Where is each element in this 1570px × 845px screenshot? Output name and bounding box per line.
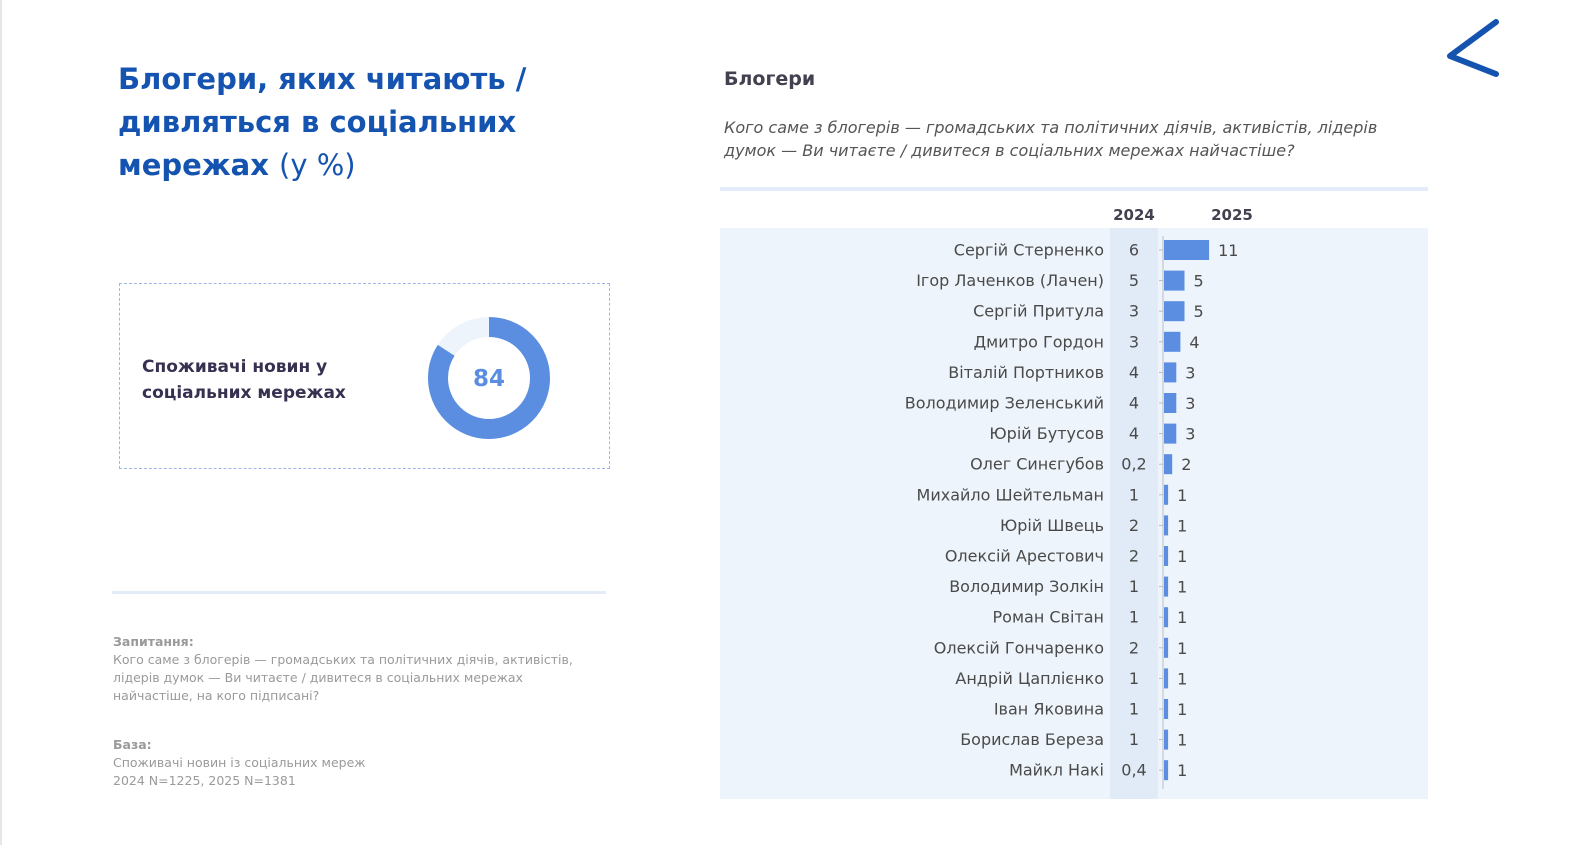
bar-2025 <box>1164 332 1180 352</box>
value-2025-label: 1 <box>1177 730 1188 750</box>
category-label: Борислав Береза <box>960 730 1104 750</box>
bar-2025 <box>1164 271 1185 291</box>
value-2024-label: 4 <box>1128 393 1140 413</box>
value-2024-label: 0,2 <box>1121 454 1147 474</box>
value-2024-label: 6 <box>1128 240 1140 260</box>
category-label: Олег Синєгубов <box>970 454 1104 474</box>
value-2024-label: 1 <box>1128 730 1140 750</box>
bar-2025 <box>1164 730 1168 750</box>
chart-divider <box>720 187 1428 191</box>
bar-2025 <box>1164 424 1176 444</box>
kpi-donut-chart <box>427 316 551 440</box>
bar-2025 <box>1164 515 1168 535</box>
value-2024-label: 1 <box>1128 577 1140 597</box>
value-2024-label: 2 <box>1128 546 1140 566</box>
value-2025-label: 2 <box>1181 455 1192 475</box>
page-title <box>118 58 598 187</box>
brand-logo <box>1440 18 1504 82</box>
footnote-base-heading: База: <box>113 737 152 752</box>
bar-2025 <box>1164 699 1168 719</box>
value-2025-label: 3 <box>1185 424 1196 444</box>
value-2024-label: 1 <box>1128 485 1140 505</box>
page-title-unit: (у %) <box>279 148 356 182</box>
category-label: Роман Світан <box>992 607 1104 627</box>
bar-2025 <box>1164 577 1168 597</box>
value-2024-label: 1 <box>1128 607 1140 627</box>
footnote-base-n: 2024 N=1225, 2025 N=1381 <box>113 773 296 788</box>
category-label: Ігор Лаченков (Лачен) <box>916 271 1104 291</box>
value-2025-label: 1 <box>1177 547 1188 566</box>
bar-2025 <box>1164 760 1168 780</box>
category-label: Володимир Зеленський <box>904 393 1104 413</box>
footnote-question <box>113 633 603 705</box>
category-label: Олексій Арестович <box>944 546 1104 566</box>
value-2025-label: 1 <box>1177 761 1188 781</box>
value-2024-label: 4 <box>1128 424 1140 444</box>
value-2024-label: 0,4 <box>1121 760 1147 780</box>
value-2025-label: 1 <box>1177 516 1188 536</box>
value-2025-label: 3 <box>1185 394 1196 413</box>
footnote-base-text: Споживачі новин із соціальних мереж <box>113 755 366 770</box>
page-left-border <box>0 0 2 845</box>
value-2024-label: 1 <box>1128 699 1140 719</box>
footnote-base <box>113 736 603 790</box>
category-label: Віталій Портников <box>948 362 1104 382</box>
category-label: Іван Яковина <box>993 699 1104 719</box>
value-2025-label: 1 <box>1177 485 1188 505</box>
category-label: Сергій Притула <box>973 301 1104 321</box>
value-2025-label: 4 <box>1189 332 1200 352</box>
value-2024-label: 2 <box>1128 515 1140 535</box>
value-2024-label: 5 <box>1128 271 1140 291</box>
value-2025-label: 1 <box>1177 638 1188 658</box>
category-label: Дмитро Гордон <box>973 332 1104 352</box>
bar-2025 <box>1164 454 1172 474</box>
category-label: Сергій Стерненко <box>953 240 1104 260</box>
chart-subtitle: Кого саме з блогерів — громадських та політичних діячів, активістів, лідерів думок — Ви читаєте / дивитеся в соціальних мережах найчастіше? <box>724 118 1378 160</box>
page-title-text: Блогери, яких читають / дивляться в соціальних мережах <box>118 62 527 182</box>
bloggers-bar-chart <box>720 200 1430 802</box>
value-2025-label: 5 <box>1193 302 1204 322</box>
column-header-2025: 2025 <box>1211 206 1253 224</box>
bar-2025 <box>1164 485 1168 505</box>
category-label: Олексій Гончаренко <box>933 638 1104 658</box>
footnote-divider <box>112 591 606 594</box>
category-label: Юрій Бутусов <box>989 424 1104 444</box>
value-2025-label: 11 <box>1218 241 1239 260</box>
bar-2025 <box>1164 362 1176 382</box>
donut-value-label: 84 <box>472 366 506 392</box>
category-label: Майкл Накі <box>1009 760 1104 780</box>
bar-2025 <box>1164 607 1168 627</box>
category-label: Володимир Золкін <box>949 577 1104 597</box>
value-2024-label: 3 <box>1128 332 1140 352</box>
chart-title: Блогери <box>724 68 816 90</box>
value-2025-label: 1 <box>1177 669 1188 689</box>
value-2024-label: 2 <box>1128 638 1140 658</box>
value-2024-label: 4 <box>1128 362 1140 382</box>
category-label: Андрій Цаплієнко <box>955 668 1104 688</box>
footnote-question-text: Кого саме з блогерів — громадських та політичних діячів, активістів, лідерів думок — Ви читаєте / дивитеся в соціальних мережах найчастіше, на кого підписані? <box>113 652 573 703</box>
bar-2025 <box>1164 638 1168 658</box>
category-label: Михайло Шейтельман <box>916 485 1104 505</box>
value-2025-label: 1 <box>1177 577 1188 597</box>
value-2025-label: 1 <box>1177 700 1188 719</box>
bar-2025 <box>1164 393 1176 413</box>
value-2024-label: 1 <box>1128 668 1140 688</box>
bar-2025 <box>1164 668 1168 688</box>
bar-2025 <box>1164 240 1209 260</box>
category-label: Юрій Швець <box>999 515 1104 535</box>
value-2025-label: 5 <box>1193 271 1204 291</box>
value-2025-label: 3 <box>1185 363 1196 383</box>
kpi-label: Споживачі новин у соціальних мережах <box>142 357 346 403</box>
bar-2025 <box>1164 301 1185 321</box>
value-2024-label: 3 <box>1128 301 1140 321</box>
kpi-card <box>119 283 610 469</box>
column-header-2024: 2024 <box>1113 206 1155 224</box>
value-2025-label: 1 <box>1177 608 1188 628</box>
footnote-question-heading: Запитання: <box>113 634 194 649</box>
bar-2025 <box>1164 546 1168 566</box>
